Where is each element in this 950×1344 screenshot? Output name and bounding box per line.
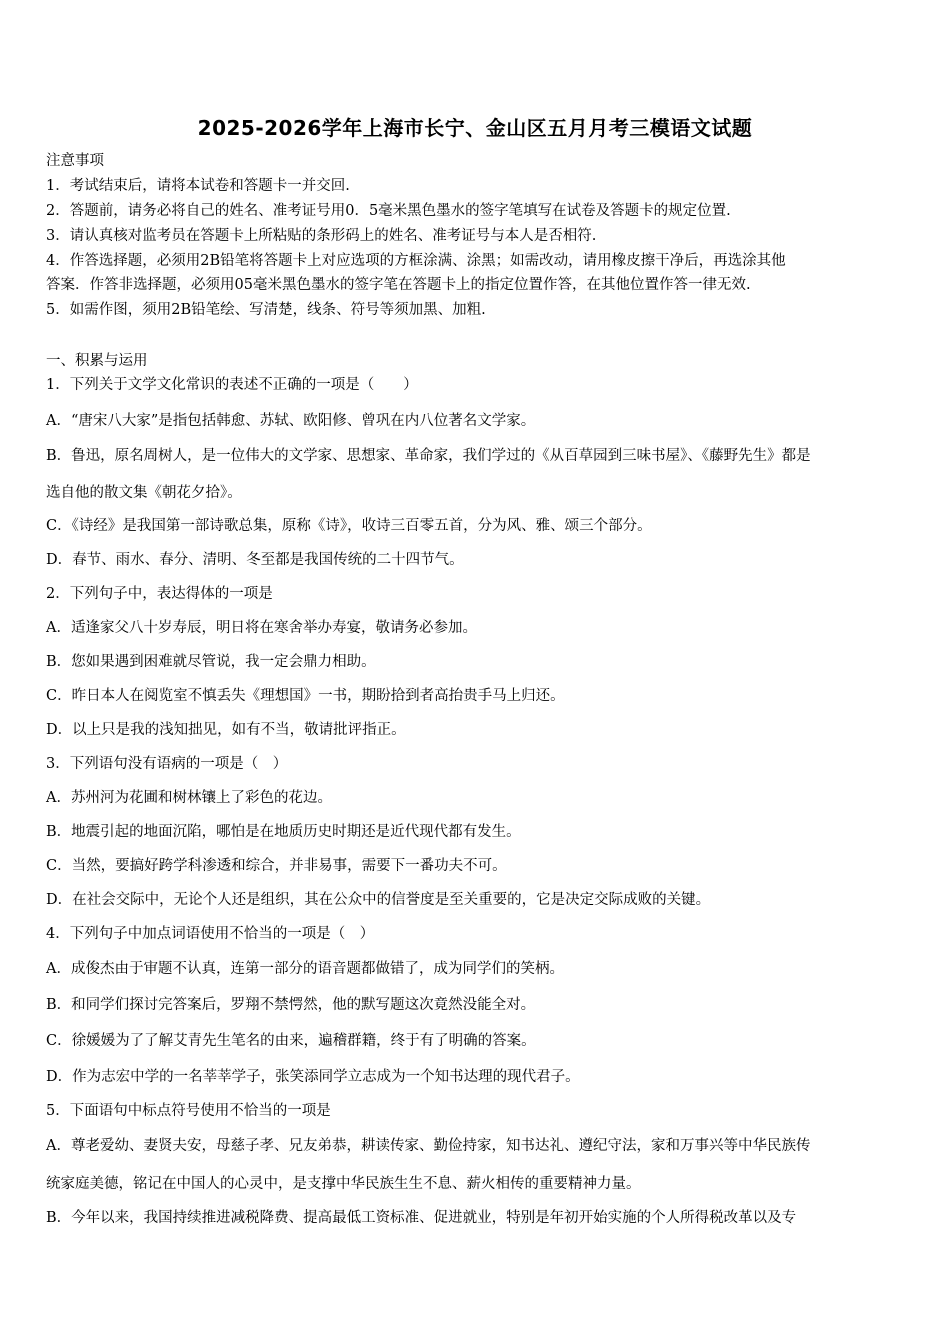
question-stem-3: 3．下列语句没有语病的一项是（ ）	[46, 756, 288, 772]
option-1a: A．“唐宋八大家”是指包括韩愈、苏轼、欧阳修、曾巩在内八位著名文学家。	[46, 413, 536, 429]
page-title: 2025-2026学年上海市长宁、金山区五月月考三模语文试题	[197, 116, 753, 140]
option-1d: D．春节、雨水、春分、清明、冬至都是我国传统的二十四节气。	[46, 552, 464, 568]
option-3d: D．在社会交际中，无论个人还是组织，其在公众中的信誉度是至关重要的，它是决定交际成败的关键。	[46, 892, 711, 908]
option-2b: B．您如果遇到困难就尽管说，我一定会鼎力相助。	[46, 654, 376, 670]
option-2a: A．适逢家父八十岁寿辰，明日将在寒舍举办寿宴，敬请务必参加。	[46, 620, 477, 636]
notes-heading: 注意事项	[46, 153, 104, 169]
option-2c: C．昨日本人在阅览室不慎丢失《理想国》一书，期盼拾到者高抬贵手马上归还。	[46, 688, 565, 704]
note-item: 答案．作答非选择题，必须用05毫米黑色墨水的签字笔在答题卡上的指定位置作答，在其他位置作答一律无效.	[46, 277, 751, 293]
option-3b: B．地震引起的地面沉陷，哪怕是在地质历史时期还是近代现代都有发生。	[46, 824, 521, 840]
option-2d: D．以上只是我的浅知拙见，如有不当，敬请批评指正。	[46, 722, 406, 738]
option-5a-cont: 统家庭美德，铭记在中国人的心灵中，是支撑中华民族生生不息、薪火相传的重要精神力量。	[46, 1176, 641, 1192]
question-stem-5: 5．下面语句中标点符号使用不恰当的一项是	[46, 1103, 331, 1119]
note-item: 4．作答选择题，必须用2B铅笔将答题卡上对应选项的方框涂满、涂黑；如需改动，请用橡皮擦干净后，再选涂其他	[46, 253, 786, 269]
option-4d: D．作为志宏中学的一名莘莘学子，张笑添同学立志成为一个知书达理的现代君子。	[46, 1069, 580, 1085]
question-stem-2: 2．下列句子中，表达得体的一项是	[46, 586, 273, 602]
section-heading: 一、积累与运用	[46, 353, 148, 369]
note-item: 5．如需作图，须用2B铅笔绘、写清楚，线条、符号等须加黑、加粗.	[46, 302, 486, 318]
option-4c: C．徐媛媛为了了解艾青先生笔名的由来，遍稽群籍，终于有了明确的答案。	[46, 1033, 536, 1049]
option-4a: A．成俊杰由于审题不认真，连第一部分的语音题都做错了，成为同学们的笑柄。	[46, 961, 564, 977]
question-stem-4: 4．下列句子中加点词语使用不恰当的一项是（ ）	[46, 926, 375, 942]
note-item: 2．答题前，请务必将自己的姓名、准考证号用0．5毫米黑色墨水的签字笔填写在试卷及答题卡的规定位置.	[46, 203, 731, 219]
option-1b: B．鲁迅，原名周树人，是一位伟大的文学家、思想家、革命家，我们学过的《从百草园到三味书屋》、《藤野先生》都是	[46, 448, 811, 464]
option-4b: B．和同学们探讨完答案后，罗翔不禁愕然，他的默写题这次竟然没能全对。	[46, 997, 536, 1013]
option-1b-cont: 选自他的散文集《朝花夕拾》。	[46, 485, 242, 501]
question-stem-1: 1．下列关于文学文化常识的表述不正确的一项是（ ）	[46, 377, 418, 393]
option-3a: A．苏州河为花圃和树林镶上了彩色的花边。	[46, 790, 332, 806]
option-5b: B．今年以来，我国持续推进减税降费、提高最低工资标准、促进就业，特别是年初开始实施的个人所得税改革以及专	[46, 1210, 797, 1226]
option-3c: C．当然，要搞好跨学科渗透和综合，并非易事，需要下一番功夫不可。	[46, 858, 507, 874]
note-item: 1．考试结束后，请将本试卷和答题卡一并交回.	[46, 178, 350, 194]
option-5a: A．尊老爱幼、妻贤夫安，母慈子孝、兄友弟恭，耕读传家、勤俭持家，知书达礼、遵纪守法，家和万事兴等中华民族传	[46, 1138, 811, 1154]
note-item: 3．请认真核对监考员在答题卡上所粘贴的条形码上的姓名、准考证号与本人是否相符.	[46, 228, 597, 244]
option-1c: C．《诗经》是我国第一部诗歌总集，原称《诗》，收诗三百零五首，分为风、雅、颂三个部分。	[46, 518, 652, 534]
